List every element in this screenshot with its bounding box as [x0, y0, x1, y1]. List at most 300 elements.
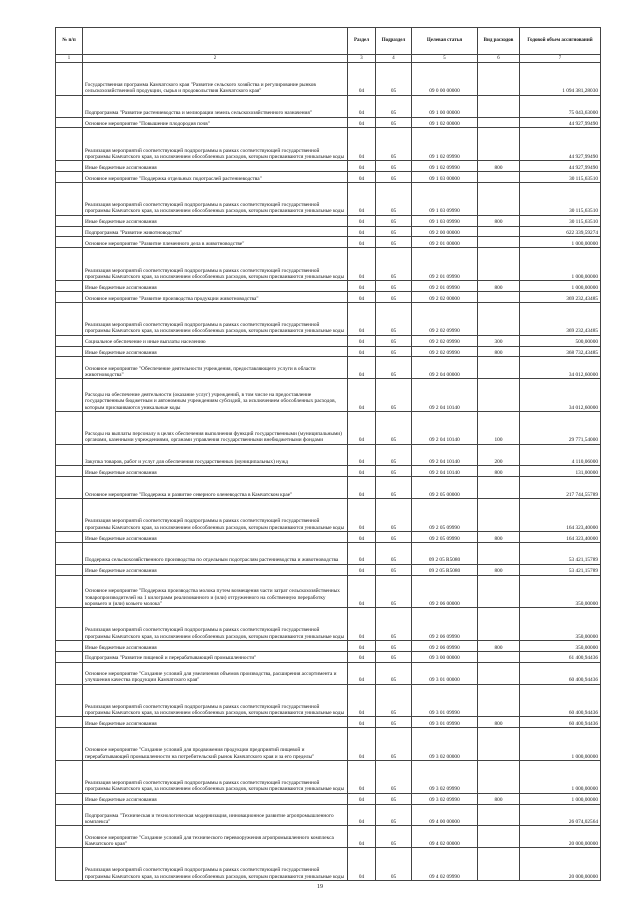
- row-sum-cell: 53 421,15789: [520, 542, 601, 564]
- table-row: [56, 662, 601, 684]
- row-sum-cell: 369 232,43485: [520, 302, 601, 335]
- row-num-cell: [56, 248, 83, 281]
- row-sum-cell: 350,00000: [520, 640, 601, 651]
- row-razdel-cell: 04: [348, 335, 376, 346]
- table-row: [56, 335, 601, 346]
- row-sum-cell: 1 094 381,28030: [520, 63, 601, 96]
- row-name-cell: Реализация мероприятий соответствующей подпрограммы в рамках соответствующей государственной программы Камчатского края, за исключением обособленных расходов, которым присваиваются уникальные коды: [83, 302, 348, 335]
- row-vid-cell: [478, 728, 520, 761]
- row-sum-cell: 217 744,55789: [520, 477, 601, 499]
- row-razdel-cell: 04: [348, 531, 376, 542]
- row-vid-cell: 800: [478, 564, 520, 575]
- row-podrazdel-cell: 05: [376, 564, 412, 575]
- table-row: [56, 575, 601, 608]
- row-num-cell: [56, 128, 83, 161]
- row-name-cell: Основное мероприятие "Создание условий для увеличения объемов производства, расширения ассортимента и улучшения качества продукции Камчатского края": [83, 662, 348, 684]
- row-podrazdel-cell: 05: [376, 117, 412, 128]
- row-name-cell: Подпрограмма "Развитие растениеводства и мелиорации земель сельскохозяйственного назначения": [83, 95, 348, 117]
- page-number: 19: [317, 884, 323, 890]
- row-sum-cell: 1 000,00000: [520, 728, 601, 761]
- row-num-cell: [56, 640, 83, 651]
- row-num-cell: [56, 172, 83, 183]
- row-name-cell: Расходы на выплаты персоналу в целях обеспечения выполнения функций государственными (муниципальными) органами, казенными учреждениями, органами управления государственными внебюджетными фондами: [83, 411, 348, 444]
- row-razdel-cell: 04: [348, 542, 376, 564]
- row-vid-cell: [478, 226, 520, 237]
- row-podrazdel-cell: 05: [376, 379, 412, 412]
- row-name-cell: Основное мероприятие "Поддержка производства молока путем возмещения части затрат сельскохозяйственных товаропроизводителей на 1 килограмм реализованного и (или) отгруженного на собственную переработку коровьего и (или) козьего молока": [83, 575, 348, 608]
- row-target-cell: 09 3 02 09990: [412, 760, 478, 793]
- row-sum-cell: 164 323,40000: [520, 531, 601, 542]
- row-podrazdel-cell: 05: [376, 444, 412, 466]
- table-row: [56, 63, 601, 96]
- row-num-cell: [56, 357, 83, 379]
- row-razdel-cell: 04: [348, 237, 376, 248]
- row-podrazdel-cell: 05: [376, 182, 412, 215]
- table-row: [56, 499, 601, 532]
- col-number: 5: [412, 55, 478, 63]
- row-razdel-cell: 04: [348, 161, 376, 172]
- row-podrazdel-cell: 05: [376, 357, 412, 379]
- row-vid-cell: [478, 63, 520, 96]
- row-num-cell: [56, 117, 83, 128]
- table-row: [56, 564, 601, 575]
- row-name-cell: Расходы на обеспечение деятельности (оказание услуг) учреждений, в том числе на предоставление государственным бюджетным и автономным учреждениям субсидий, за исключением обособленных расходов, которым присваиваются уникальные коды: [83, 379, 348, 412]
- table-header-row: [56, 28, 601, 55]
- row-podrazdel-cell: 05: [376, 237, 412, 248]
- row-podrazdel-cell: 05: [376, 226, 412, 237]
- row-target-cell: 09 2 06 09990: [412, 640, 478, 651]
- row-vid-cell: [478, 117, 520, 128]
- row-sum-cell: 61 400,94436: [520, 651, 601, 662]
- row-podrazdel-cell: 05: [376, 95, 412, 117]
- table-row: [56, 826, 601, 848]
- row-target-cell: 09 4 02 09990: [412, 848, 478, 881]
- row-target-cell: 09 1 03 09990: [412, 215, 478, 226]
- row-num-cell: [56, 292, 83, 303]
- row-sum-cell: 164 323,40000: [520, 499, 601, 532]
- row-target-cell: 09 3 02 00000: [412, 728, 478, 761]
- table-row: [56, 684, 601, 717]
- row-podrazdel-cell: 05: [376, 848, 412, 881]
- row-vid-cell: 200: [478, 444, 520, 466]
- table-row: [56, 172, 601, 183]
- row-vid-cell: 800: [478, 531, 520, 542]
- row-target-cell: 09 2 01 00000: [412, 237, 478, 248]
- row-target-cell: 09 1 02 09990: [412, 161, 478, 172]
- row-podrazdel-cell: 05: [376, 717, 412, 728]
- row-podrazdel-cell: 05: [376, 466, 412, 477]
- row-num-cell: [56, 826, 83, 848]
- row-target-cell: 09 1 02 09990: [412, 128, 478, 161]
- row-target-cell: 09 1 00 00000: [412, 95, 478, 117]
- row-target-cell: 09 2 02 09990: [412, 335, 478, 346]
- header-sum: Годовой объем ассигнований: [520, 28, 601, 55]
- row-target-cell: 09 3 02 09990: [412, 793, 478, 804]
- row-num-cell: [56, 651, 83, 662]
- row-name-cell: Реализация мероприятий соответствующей подпрограммы в рамках соответствующей государственной программы Камчатского края, за исключением обособленных расходов, которым присваиваются уникальные коды: [83, 684, 348, 717]
- row-name-cell: Подпрограмма "Развитие животноводства": [83, 226, 348, 237]
- row-name-cell: Социальное обеспечение и иные выплаты населению: [83, 335, 348, 346]
- row-name-cell: Иные бюджетные ассигнования: [83, 793, 348, 804]
- row-name-cell: Поддержка сельскохозяйственного производства по отдельным подотраслям растениеводства и животноводства: [83, 542, 348, 564]
- row-razdel-cell: 04: [348, 128, 376, 161]
- row-sum-cell: 1 000,00000: [520, 237, 601, 248]
- row-sum-cell: 30 115,63510: [520, 215, 601, 226]
- row-razdel-cell: 04: [348, 182, 376, 215]
- row-vid-cell: [478, 357, 520, 379]
- table-row: [56, 292, 601, 303]
- row-num-cell: [56, 662, 83, 684]
- row-vid-cell: [478, 379, 520, 412]
- table-row: [56, 182, 601, 215]
- row-podrazdel-cell: 05: [376, 793, 412, 804]
- table-row: [56, 161, 601, 172]
- row-vid-cell: 800: [478, 215, 520, 226]
- row-vid-cell: [478, 172, 520, 183]
- row-target-cell: 09 2 05 09990: [412, 531, 478, 542]
- row-sum-cell: 34 012,60000: [520, 357, 601, 379]
- row-vid-cell: [478, 237, 520, 248]
- row-razdel-cell: 04: [348, 728, 376, 761]
- table-row: [56, 477, 601, 499]
- row-razdel-cell: 04: [348, 95, 376, 117]
- row-sum-cell: 44 927,99490: [520, 117, 601, 128]
- row-vid-cell: [478, 684, 520, 717]
- row-target-cell: 09 0 00 00000: [412, 63, 478, 96]
- table-row: [56, 379, 601, 412]
- row-sum-cell: 1 000,00000: [520, 281, 601, 292]
- row-podrazdel-cell: 05: [376, 128, 412, 161]
- row-target-cell: 09 3 01 00000: [412, 662, 478, 684]
- row-razdel-cell: 04: [348, 640, 376, 651]
- row-vid-cell: [478, 651, 520, 662]
- row-vid-cell: [478, 760, 520, 793]
- table-row: [56, 357, 601, 379]
- row-vid-cell: 100: [478, 411, 520, 444]
- row-num-cell: [56, 575, 83, 608]
- table-body: [56, 63, 601, 881]
- row-num-cell: [56, 95, 83, 117]
- row-num-cell: [56, 848, 83, 881]
- row-podrazdel-cell: 05: [376, 531, 412, 542]
- row-name-cell: Основное мероприятие "Повышение плодородия почв": [83, 117, 348, 128]
- row-podrazdel-cell: 05: [376, 662, 412, 684]
- row-podrazdel-cell: 05: [376, 728, 412, 761]
- row-razdel-cell: 04: [348, 466, 376, 477]
- row-target-cell: 09 2 02 09990: [412, 346, 478, 357]
- row-razdel-cell: 04: [348, 564, 376, 575]
- row-vid-cell: 800: [478, 717, 520, 728]
- row-target-cell: 09 3 00 00000: [412, 651, 478, 662]
- row-razdel-cell: 04: [348, 760, 376, 793]
- col-number: 1: [56, 55, 83, 63]
- row-name-cell: Иные бюджетные ассигнования: [83, 161, 348, 172]
- row-razdel-cell: 04: [348, 226, 376, 237]
- row-podrazdel-cell: 05: [376, 281, 412, 292]
- row-razdel-cell: 04: [348, 804, 376, 826]
- row-name-cell: Реализация мероприятий соответствующей подпрограммы в рамках соответствующей государственной программы Камчатского края, за исключением обособленных расходов, которым присваиваются уникальные коды: [83, 248, 348, 281]
- table-row: [56, 237, 601, 248]
- row-target-cell: 09 2 06 00000: [412, 575, 478, 608]
- table-row: [56, 215, 601, 226]
- row-vid-cell: [478, 477, 520, 499]
- table-row: [56, 531, 601, 542]
- row-sum-cell: 44 927,99490: [520, 128, 601, 161]
- row-name-cell: Иные бюджетные ассигнования: [83, 215, 348, 226]
- row-num-cell: [56, 804, 83, 826]
- row-sum-cell: 350,00000: [520, 608, 601, 641]
- row-podrazdel-cell: 05: [376, 640, 412, 651]
- row-sum-cell: 60 400,94436: [520, 662, 601, 684]
- row-sum-cell: 20 000,00000: [520, 848, 601, 881]
- table-row: [56, 608, 601, 641]
- row-name-cell: Иные бюджетные ассигнования: [83, 564, 348, 575]
- table-row: [56, 640, 601, 651]
- row-num-cell: [56, 281, 83, 292]
- row-podrazdel-cell: 05: [376, 292, 412, 303]
- row-num-cell: [56, 564, 83, 575]
- row-vid-cell: [478, 542, 520, 564]
- row-razdel-cell: 04: [348, 379, 376, 412]
- row-podrazdel-cell: 05: [376, 826, 412, 848]
- row-num-cell: [56, 728, 83, 761]
- row-num-cell: [56, 302, 83, 335]
- row-podrazdel-cell: 05: [376, 575, 412, 608]
- row-target-cell: 09 2 04 10140: [412, 379, 478, 412]
- row-num-cell: [56, 793, 83, 804]
- col-number: 6: [478, 55, 520, 63]
- row-vid-cell: [478, 608, 520, 641]
- row-podrazdel-cell: 05: [376, 760, 412, 793]
- row-vid-cell: 800: [478, 640, 520, 651]
- table-row: [56, 444, 601, 466]
- table-row: [56, 411, 601, 444]
- row-razdel-cell: 04: [348, 717, 376, 728]
- row-vid-cell: 300: [478, 335, 520, 346]
- row-target-cell: 09 2 05 R5080: [412, 564, 478, 575]
- row-target-cell: 09 3 01 09990: [412, 717, 478, 728]
- row-name-cell: Реализация мероприятий соответствующей подпрограммы в рамках соответствующей государственной программы Камчатского края, за исключением обособленных расходов, которым присваиваются уникальные коды: [83, 760, 348, 793]
- table-row: [56, 117, 601, 128]
- row-num-cell: [56, 215, 83, 226]
- row-num-cell: [56, 684, 83, 717]
- row-num-cell: [56, 466, 83, 477]
- row-sum-cell: 131,00000: [520, 466, 601, 477]
- row-target-cell: 09 2 05 09990: [412, 499, 478, 532]
- row-num-cell: [56, 542, 83, 564]
- row-sum-cell: 30 115,63510: [520, 182, 601, 215]
- row-num-cell: [56, 226, 83, 237]
- row-num-cell: [56, 346, 83, 357]
- row-razdel-cell: 04: [348, 651, 376, 662]
- row-razdel-cell: 04: [348, 684, 376, 717]
- row-vid-cell: [478, 248, 520, 281]
- row-sum-cell: 20 000,00000: [520, 826, 601, 848]
- row-num-cell: [56, 63, 83, 96]
- row-razdel-cell: 04: [348, 575, 376, 608]
- row-num-cell: [56, 237, 83, 248]
- row-name-cell: Иные бюджетные ассигнования: [83, 531, 348, 542]
- row-target-cell: 09 2 01 09990: [412, 248, 478, 281]
- row-target-cell: 09 1 02 00000: [412, 117, 478, 128]
- row-num-cell: [56, 161, 83, 172]
- row-name-cell: Основное мероприятие "Создание условий для технического перевооружения агропромышленного комплекса Камчатского края": [83, 826, 348, 848]
- col-number: 3: [348, 55, 376, 63]
- table-row: [56, 804, 601, 826]
- row-podrazdel-cell: 05: [376, 172, 412, 183]
- row-razdel-cell: 04: [348, 248, 376, 281]
- row-sum-cell: 1 000,00000: [520, 760, 601, 793]
- row-vid-cell: [478, 826, 520, 848]
- header-num: № п/п: [56, 28, 83, 55]
- column-number-row: [56, 55, 601, 63]
- row-name-cell: Основное мероприятие "Поддержка и развитие северного оленеводства в Камчатском крае": [83, 477, 348, 499]
- row-sum-cell: 369 232,43485: [520, 292, 601, 303]
- row-vid-cell: 800: [478, 346, 520, 357]
- row-sum-cell: 1 000,00000: [520, 793, 601, 804]
- table-row: [56, 793, 601, 804]
- header-razdel: Раздел: [348, 28, 376, 55]
- header-name: [83, 28, 348, 55]
- row-target-cell: 09 2 00 00000: [412, 226, 478, 237]
- row-sum-cell: 34 012,60000: [520, 379, 601, 412]
- row-vid-cell: 800: [478, 281, 520, 292]
- row-target-cell: 09 2 04 10140: [412, 444, 478, 466]
- row-podrazdel-cell: 05: [376, 608, 412, 641]
- row-razdel-cell: 04: [348, 444, 376, 466]
- table-row: [56, 651, 601, 662]
- table-row: [56, 226, 601, 237]
- table-row: [56, 848, 601, 881]
- row-name-cell: Реализация мероприятий соответствующей подпрограммы в рамках соответствующей государственной программы Камчатского края, за исключением обособленных расходов, которым присваиваются уникальные коды: [83, 608, 348, 641]
- row-vid-cell: [478, 128, 520, 161]
- row-razdel-cell: 04: [348, 662, 376, 684]
- row-vid-cell: [478, 302, 520, 335]
- row-razdel-cell: 04: [348, 608, 376, 641]
- row-razdel-cell: 04: [348, 172, 376, 183]
- row-target-cell: 09 2 02 09990: [412, 302, 478, 335]
- row-num-cell: [56, 477, 83, 499]
- row-razdel-cell: 04: [348, 357, 376, 379]
- row-podrazdel-cell: 05: [376, 804, 412, 826]
- row-sum-cell: 1 000,00000: [520, 248, 601, 281]
- row-vid-cell: [478, 499, 520, 532]
- row-sum-cell: 60 400,94436: [520, 684, 601, 717]
- row-vid-cell: [478, 292, 520, 303]
- row-name-cell: Основное мероприятие "Создание условий для продвижения продукции предприятий пищевой и перерабатывающей промышленности на потребительский рынок Камчатского края и за его пределы": [83, 728, 348, 761]
- row-name-cell: Реализация мероприятий соответствующей подпрограммы в рамках соответствующей государственной программы Камчатского края, за исключением обособленных расходов, которым присваиваются уникальные коды: [83, 182, 348, 215]
- row-num-cell: [56, 379, 83, 412]
- table-row: [56, 717, 601, 728]
- row-podrazdel-cell: 05: [376, 651, 412, 662]
- row-razdel-cell: 04: [348, 793, 376, 804]
- row-name-cell: Закупка товаров, работ и услуг для обеспечения государственных (муниципальных) нужд: [83, 444, 348, 466]
- row-num-cell: [56, 499, 83, 532]
- row-razdel-cell: 04: [348, 477, 376, 499]
- col-number: 2: [83, 55, 348, 63]
- row-target-cell: 09 2 04 00000: [412, 357, 478, 379]
- row-name-cell: Иные бюджетные ассигнования: [83, 640, 348, 651]
- row-razdel-cell: 04: [348, 302, 376, 335]
- row-num-cell: [56, 411, 83, 444]
- row-vid-cell: [478, 575, 520, 608]
- row-target-cell: 09 2 06 09990: [412, 608, 478, 641]
- row-sum-cell: 60 400,94436: [520, 717, 601, 728]
- row-podrazdel-cell: 05: [376, 411, 412, 444]
- row-vid-cell: [478, 95, 520, 117]
- row-vid-cell: [478, 662, 520, 684]
- row-name-cell: Основное мероприятие "Обеспечение деятельности учреждения, предоставляющего услуги в области животноводства": [83, 357, 348, 379]
- row-num-cell: [56, 182, 83, 215]
- row-podrazdel-cell: 05: [376, 684, 412, 717]
- row-vid-cell: [478, 182, 520, 215]
- row-razdel-cell: 04: [348, 411, 376, 444]
- row-num-cell: [56, 608, 83, 641]
- row-sum-cell: 44 927,99490: [520, 161, 601, 172]
- row-name-cell: Основное мероприятие "Развитие племенного дела в животноводстве": [83, 237, 348, 248]
- header-podrazdel: Подраздел: [376, 28, 412, 55]
- row-sum-cell: 368 732,43485: [520, 346, 601, 357]
- row-razdel-cell: 04: [348, 499, 376, 532]
- row-target-cell: 09 1 03 09990: [412, 182, 478, 215]
- table-row: [56, 346, 601, 357]
- row-podrazdel-cell: 05: [376, 302, 412, 335]
- row-target-cell: 09 2 05 00000: [412, 477, 478, 499]
- budget-table: [55, 27, 601, 881]
- table-row: [56, 248, 601, 281]
- row-target-cell: 09 2 04 10140: [412, 411, 478, 444]
- table-row: [56, 281, 601, 292]
- table-row: [56, 728, 601, 761]
- header-vid: Вид расходов: [478, 28, 520, 55]
- row-target-cell: 09 4 00 00000: [412, 804, 478, 826]
- row-razdel-cell: 04: [348, 292, 376, 303]
- row-target-cell: 09 2 02 00000: [412, 292, 478, 303]
- row-podrazdel-cell: 05: [376, 63, 412, 96]
- table-row: [56, 466, 601, 477]
- row-razdel-cell: 04: [348, 346, 376, 357]
- row-razdel-cell: 04: [348, 215, 376, 226]
- table-row: [56, 542, 601, 564]
- row-name-cell: Государственная программа Камчатского края "Развитие сельского хозяйства и регулирование рынков сельскохозяйственной продукции, сырья и продовольствия Камчатского края": [83, 63, 348, 96]
- row-sum-cell: 4 110,06000: [520, 444, 601, 466]
- row-target-cell: 09 2 05 R5080: [412, 542, 478, 564]
- row-name-cell: Подпрограмма "Техническая и технологическая модернизация, инновационное развитие агропромышленного комплекса": [83, 804, 348, 826]
- row-target-cell: 09 2 04 10140: [412, 466, 478, 477]
- row-podrazdel-cell: 05: [376, 499, 412, 532]
- row-num-cell: [56, 531, 83, 542]
- row-podrazdel-cell: 05: [376, 161, 412, 172]
- row-podrazdel-cell: 05: [376, 542, 412, 564]
- row-podrazdel-cell: 05: [376, 215, 412, 226]
- row-vid-cell: [478, 804, 520, 826]
- row-name-cell: Иные бюджетные ассигнования: [83, 281, 348, 292]
- row-razdel-cell: 04: [348, 826, 376, 848]
- row-name-cell: Подпрограмма "Развитие пищевой и перерабатывающей промышленности": [83, 651, 348, 662]
- row-name-cell: Реализация мероприятий соответствующей подпрограммы в рамках соответствующей государственной программы Камчатского края, за исключением обособленных расходов, которым присваиваются уникальные коды: [83, 499, 348, 532]
- table-row: [56, 760, 601, 793]
- row-podrazdel-cell: 05: [376, 248, 412, 281]
- row-name-cell: Основное мероприятие "Развитие производства продукции животноводства": [83, 292, 348, 303]
- table-row: [56, 302, 601, 335]
- row-razdel-cell: 04: [348, 63, 376, 96]
- row-num-cell: [56, 760, 83, 793]
- row-vid-cell: 800: [478, 466, 520, 477]
- table-row: [56, 128, 601, 161]
- row-name-cell: Основное мероприятие "Поддержка отдельных подотраслей растениеводства": [83, 172, 348, 183]
- header-target: Целевая статья: [412, 28, 478, 55]
- col-number: 4: [376, 55, 412, 63]
